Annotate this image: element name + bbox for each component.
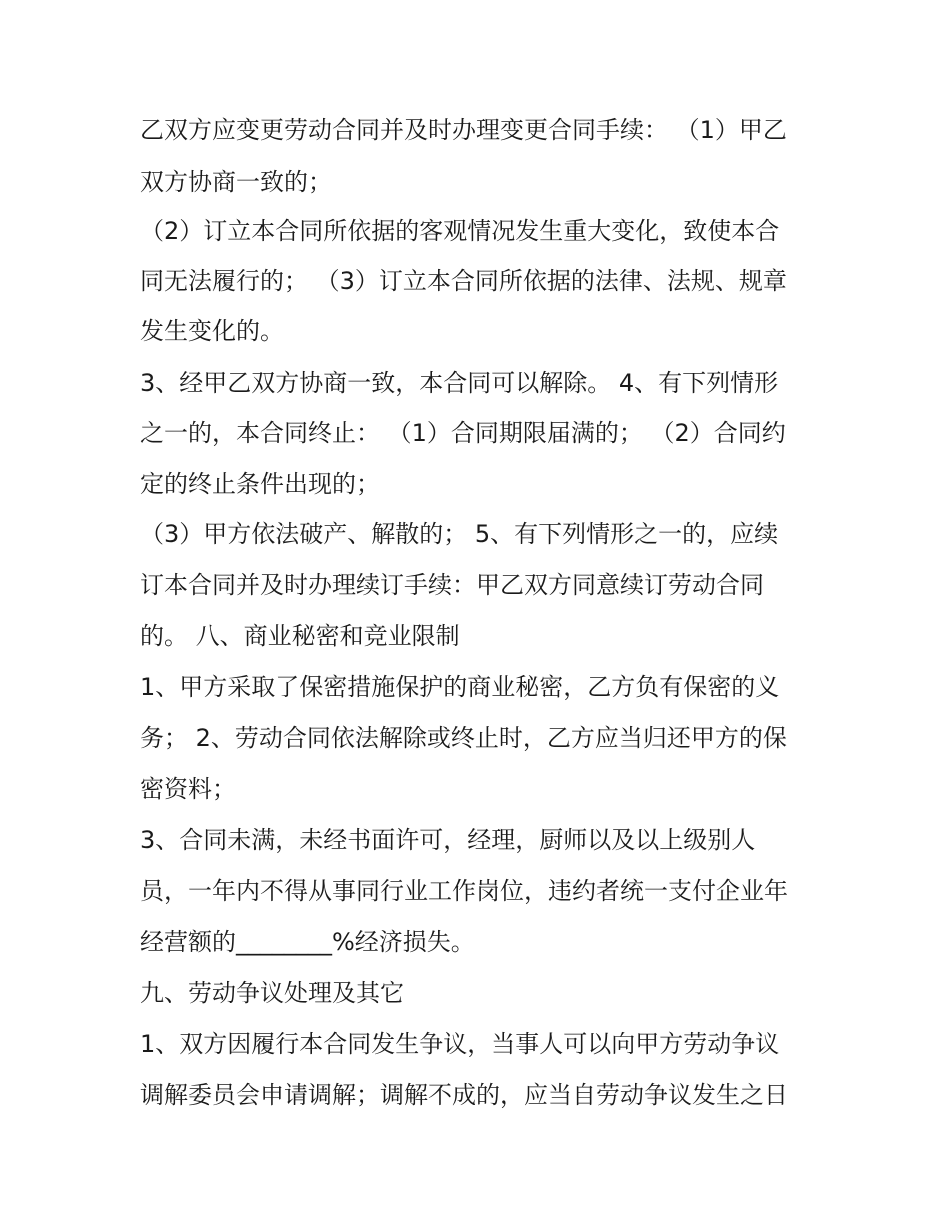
text-line: 3、合同未满，未经书面许可，经理，厨师以及以上级别人 <box>140 826 756 854</box>
text-line: 的。 八、商业秘密和竞业限制 <box>140 622 460 650</box>
text-line: 同无法履行的； （3）订立本合同所依据的法律、法规、规章 <box>140 267 787 295</box>
text-line: 双方协商一致的； <box>140 168 332 196</box>
text-line: 调解委员会申请调解；调解不成的，应当自劳动争议发生之日 <box>140 1081 788 1109</box>
text-line: 经营额的________%经济损失。 <box>140 928 475 956</box>
text-line: 1、甲方采取了保密措施保护的商业秘密，乙方负有保密的义 <box>140 673 780 701</box>
text-line: 之一的，本合同终止： （1）合同期限届满的； （2）合同约 <box>140 419 786 447</box>
text-line: 定的终止条件出现的； <box>140 470 380 498</box>
text-line: 务； 2、劳动合同依法解除或终止时，乙方应当归还甲方的保 <box>140 724 787 752</box>
section-heading: 九、劳动争议处理及其它 <box>140 979 404 1007</box>
text-line: 密资料； <box>140 775 236 803</box>
text-line: （2）订立本合同所依据的客观情况发生重大变化，致使本合 <box>140 217 780 245</box>
text-line: 乙双方应变更劳动合同并及时办理变更合同手续： （1）甲乙 <box>140 116 787 144</box>
text-line: 订本合同并及时办理续订手续：甲乙双方同意续订劳动合同 <box>140 571 764 599</box>
text-line: 3、经甲乙双方协商一致，本合同可以解除。 4、有下列情形 <box>140 369 779 397</box>
text-line: 1、双方因履行本合同发生争议，当事人可以向甲方劳动争议 <box>140 1030 780 1058</box>
text-line: 发生变化的。 <box>140 317 284 345</box>
text-line: 员，一年内不得从事同行业工作岗位，违约者统一支付企业年 <box>140 877 788 905</box>
text-line: （3）甲方依法破产、解散的； 5、有下列情形之一的，应续 <box>140 520 779 548</box>
